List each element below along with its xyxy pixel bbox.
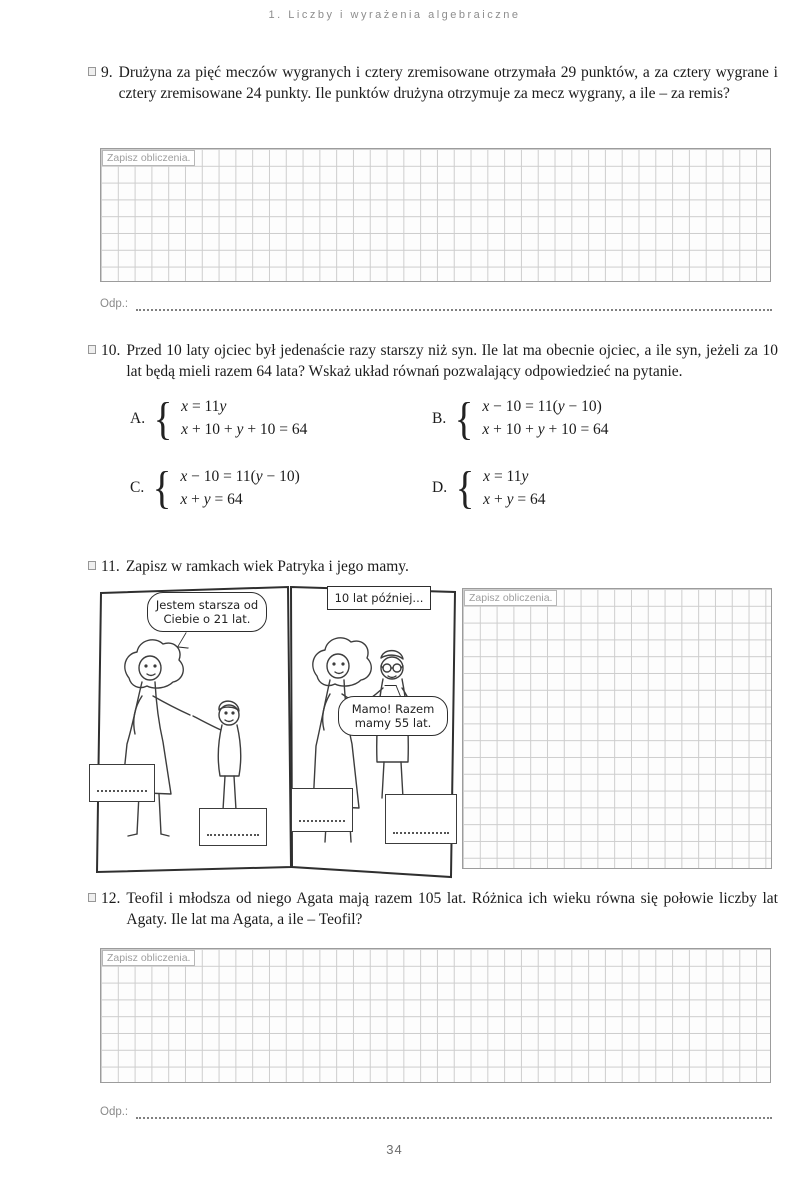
brace: {	[153, 393, 173, 444]
grid-label: Zapisz obliczenia.	[102, 950, 195, 966]
age-answer-box-patryk-before	[199, 808, 267, 846]
dotted-line	[136, 1106, 772, 1119]
difficulty-checkbox	[88, 893, 96, 902]
problem-9	[88, 62, 778, 104]
option-label: A.	[130, 409, 146, 427]
problem-number: 10.	[101, 342, 121, 359]
problem-text: Drużyna za pięć meczów wygranych i cztery zremisowane otrzymała 29 punktów, a za cztery wygrane i cztery zremisowane 24 punkty. Ile punktów drużyna otrzymuje za mecz wygrany, a ile – za remis?	[118, 64, 778, 102]
age-answer-box-patryk-after	[385, 794, 457, 844]
dotted-line	[136, 298, 772, 311]
option-d	[432, 462, 710, 514]
problem-text: Teofil i młodsza od niego Agata mają razem 105 lat. Różnica ich wieku równa się połowie liczby lat Agaty. Ile lat ma Agata, a ile – Teofil?	[126, 890, 778, 928]
caption-box: 10 lat później...	[327, 586, 431, 610]
option-label: C.	[130, 479, 145, 497]
difficulty-checkbox	[88, 345, 96, 354]
problem-text: Przed 10 laty ojciec był jedenaście razy starszy niż syn. Ile lat ma obecnie ojciec, a ile syn, jeżeli za 10 lat będą mieli razem 64 lata? Wskaż układ równań pozwalający odpowiedzieć na pytanie.	[126, 342, 778, 380]
problem-number: 9.	[101, 64, 113, 81]
problem-11-marker	[88, 556, 120, 577]
dotted-line	[97, 790, 147, 792]
problem-number: 11.	[101, 558, 120, 575]
option-label: B.	[432, 409, 447, 427]
page-number: 34	[386, 1142, 403, 1157]
problem-9-marker	[88, 62, 113, 104]
brace: {	[455, 462, 475, 514]
calc-grid-12	[100, 948, 771, 1083]
dotted-line	[393, 832, 449, 834]
equation: x + 10 + y + 10 = 64	[181, 421, 308, 439]
equation: x − 10 = 11(y − 10)	[180, 467, 300, 485]
option-b	[432, 393, 710, 444]
answer-line-9	[100, 298, 772, 311]
age-answer-box-mom-after	[291, 788, 353, 832]
calc-grid-9	[100, 148, 771, 282]
problem-number: 12.	[101, 890, 121, 907]
speech-bubble-mom: Jestem starsza od Ciebie o 21 lat.	[147, 592, 267, 632]
grid-label: Zapisz obliczenia.	[464, 590, 557, 606]
dotted-line	[207, 834, 259, 836]
problem-11	[88, 556, 778, 577]
problem-10-marker	[88, 340, 120, 382]
equation: x + 10 + y + 10 = 64	[482, 421, 609, 439]
equation: x + y = 64	[180, 490, 243, 508]
difficulty-checkbox	[88, 561, 96, 570]
problem-text: Zapisz w ramkach wiek Patryka i jego mamy.	[125, 558, 409, 575]
equation: x + y = 64	[483, 490, 546, 508]
answer-line-12	[100, 1106, 772, 1119]
difficulty-checkbox	[88, 67, 96, 76]
dotted-line	[299, 820, 345, 822]
speech-bubble-son: Mamo! Razem mamy 55 lat.	[338, 696, 448, 736]
equation-system	[482, 398, 608, 439]
brace: {	[152, 462, 172, 514]
grid-label: Zapisz obliczenia.	[102, 150, 195, 166]
answer-label: Odp.:	[100, 1106, 129, 1118]
option-c	[130, 462, 432, 514]
equation-system	[180, 468, 300, 509]
equation: x = 11y	[181, 398, 227, 416]
option-a	[130, 393, 432, 444]
age-answer-box-mom-before	[89, 764, 155, 802]
problem-10	[88, 340, 778, 382]
equation-system	[181, 398, 307, 439]
comic-illustration	[95, 584, 460, 879]
brace: {	[454, 393, 474, 444]
answer-options	[130, 393, 710, 514]
problem-12-marker	[88, 888, 120, 930]
equation: x = 11y	[483, 467, 529, 485]
answer-label: Odp.:	[100, 298, 129, 310]
problem-12	[88, 888, 778, 930]
calc-grid-11	[462, 588, 772, 869]
equation-system	[483, 468, 545, 509]
chapter-header: 1. Liczby i wyrażenia algebraiczne	[268, 9, 521, 21]
equation: x − 10 = 11(y − 10)	[482, 398, 602, 416]
option-label: D.	[432, 479, 448, 497]
